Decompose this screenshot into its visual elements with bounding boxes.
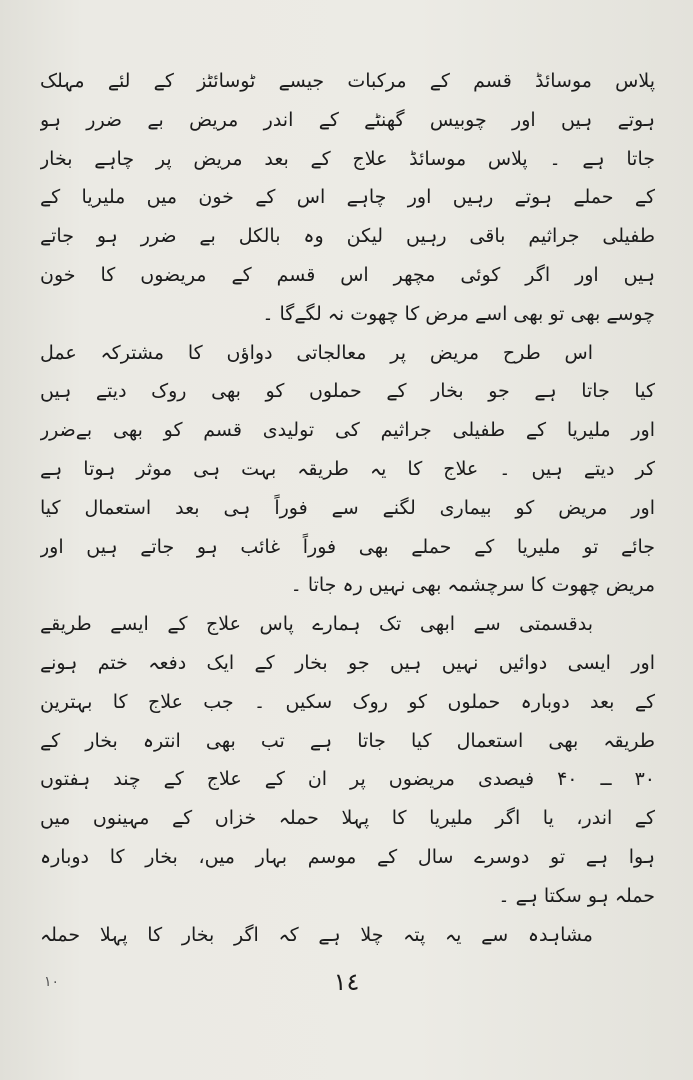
text-line: ۳۰ ــ ۴۰ فیصدی مریضوں پر ان کے علاج کے چند ہفتوں <box>40 768 655 791</box>
text-line: کر دیتے ہیں ۔ علاج کا یہ طریقہ بہت ہی موثر ہوتا ہے <box>40 457 655 480</box>
text-line: بدقسمتی سے ابھی تک ہمارے پاس علاج کے ایسے طریقے <box>40 613 593 636</box>
text-line: حملہ ہو سکتا ہے ۔ <box>498 884 655 907</box>
page-number: ١٤ <box>333 968 360 996</box>
text-line: جائے تو ملیریا کے حملے بھی فوراً غائب ہو جاتے ہیں اور <box>40 535 655 558</box>
text-line: پلاس موسائڈ قسم کے مرکبات جیسے ٹوسائٹز کے لئے مہلک <box>40 70 655 92</box>
text-line: ہوتے ہیں اور چوبیس گھنٹے کے اندر مریض بے ضرر ہو <box>40 108 655 131</box>
text-line: طریقہ بھی استعمال کیا جاتا ہے تب بھی انترہ بخار کے <box>40 729 655 752</box>
text-line: جاتا ہے ۔ پلاس موسائڈ علاج کے بعد مریض پر چاہے بخار <box>40 147 655 170</box>
text-line: مشاہدہ سے یہ پتہ چلا ہے کہ اگر بخار کا پہلا حملہ <box>40 923 593 946</box>
text-line: اور ملیریا کے طفیلی جراثیم کی تولیدی قسم کو بھی بےضرر <box>40 419 655 442</box>
text-line: کیا جاتا ہے جو بخار کے حملوں کو بھی روک دیتے ہیں <box>40 380 655 403</box>
signature-mark: ١٠ <box>44 974 60 990</box>
text-line: مریض چھوت کا سرچشمہ بھی نہیں رہ جاتا ۔ <box>290 574 655 597</box>
text-line: طفیلی جراثیم باقی رہیں لیکن وہ بالکل بے ضرر ہو جاتے <box>40 225 655 248</box>
text-line: اس طرح مریض پر معالجاتی دواؤں کا مشترکہ عمل <box>40 341 593 364</box>
text-line: کے بعد دوبارہ حملوں کو روک سکیں ۔ جب علاج کا بہترین <box>40 690 655 713</box>
text-line: اور ایسی دوائیں نہیں ہیں جو بخار کے ایک دفعہ ختم ہونے <box>40 651 655 674</box>
text-line: کے حملے ہوتے رہیں اور چاہے اس کے خون میں ملیریا کے <box>40 186 655 209</box>
text-line: کے اندر، یا اگر ملیریا کا پہلا حملہ خزاں کے مہینوں میں <box>40 807 655 830</box>
text-line: ہیں اور اگر کوئی مچھر اس قسم کے مریضوں کا خون <box>40 263 655 286</box>
body-text <box>40 62 655 954</box>
text-line: چوسے بھی تو بھی اسے مرض کا چھوت نہ لگےگا ۔ <box>262 302 655 325</box>
text-line: اور مریض کو بیماری لگنے سے فوراً ہی بعد استعمال کیا <box>40 496 655 519</box>
text-line: ہوا ہے تو دوسرے سال کے موسم بہار میں، بخار کا دوبارہ <box>40 845 655 868</box>
